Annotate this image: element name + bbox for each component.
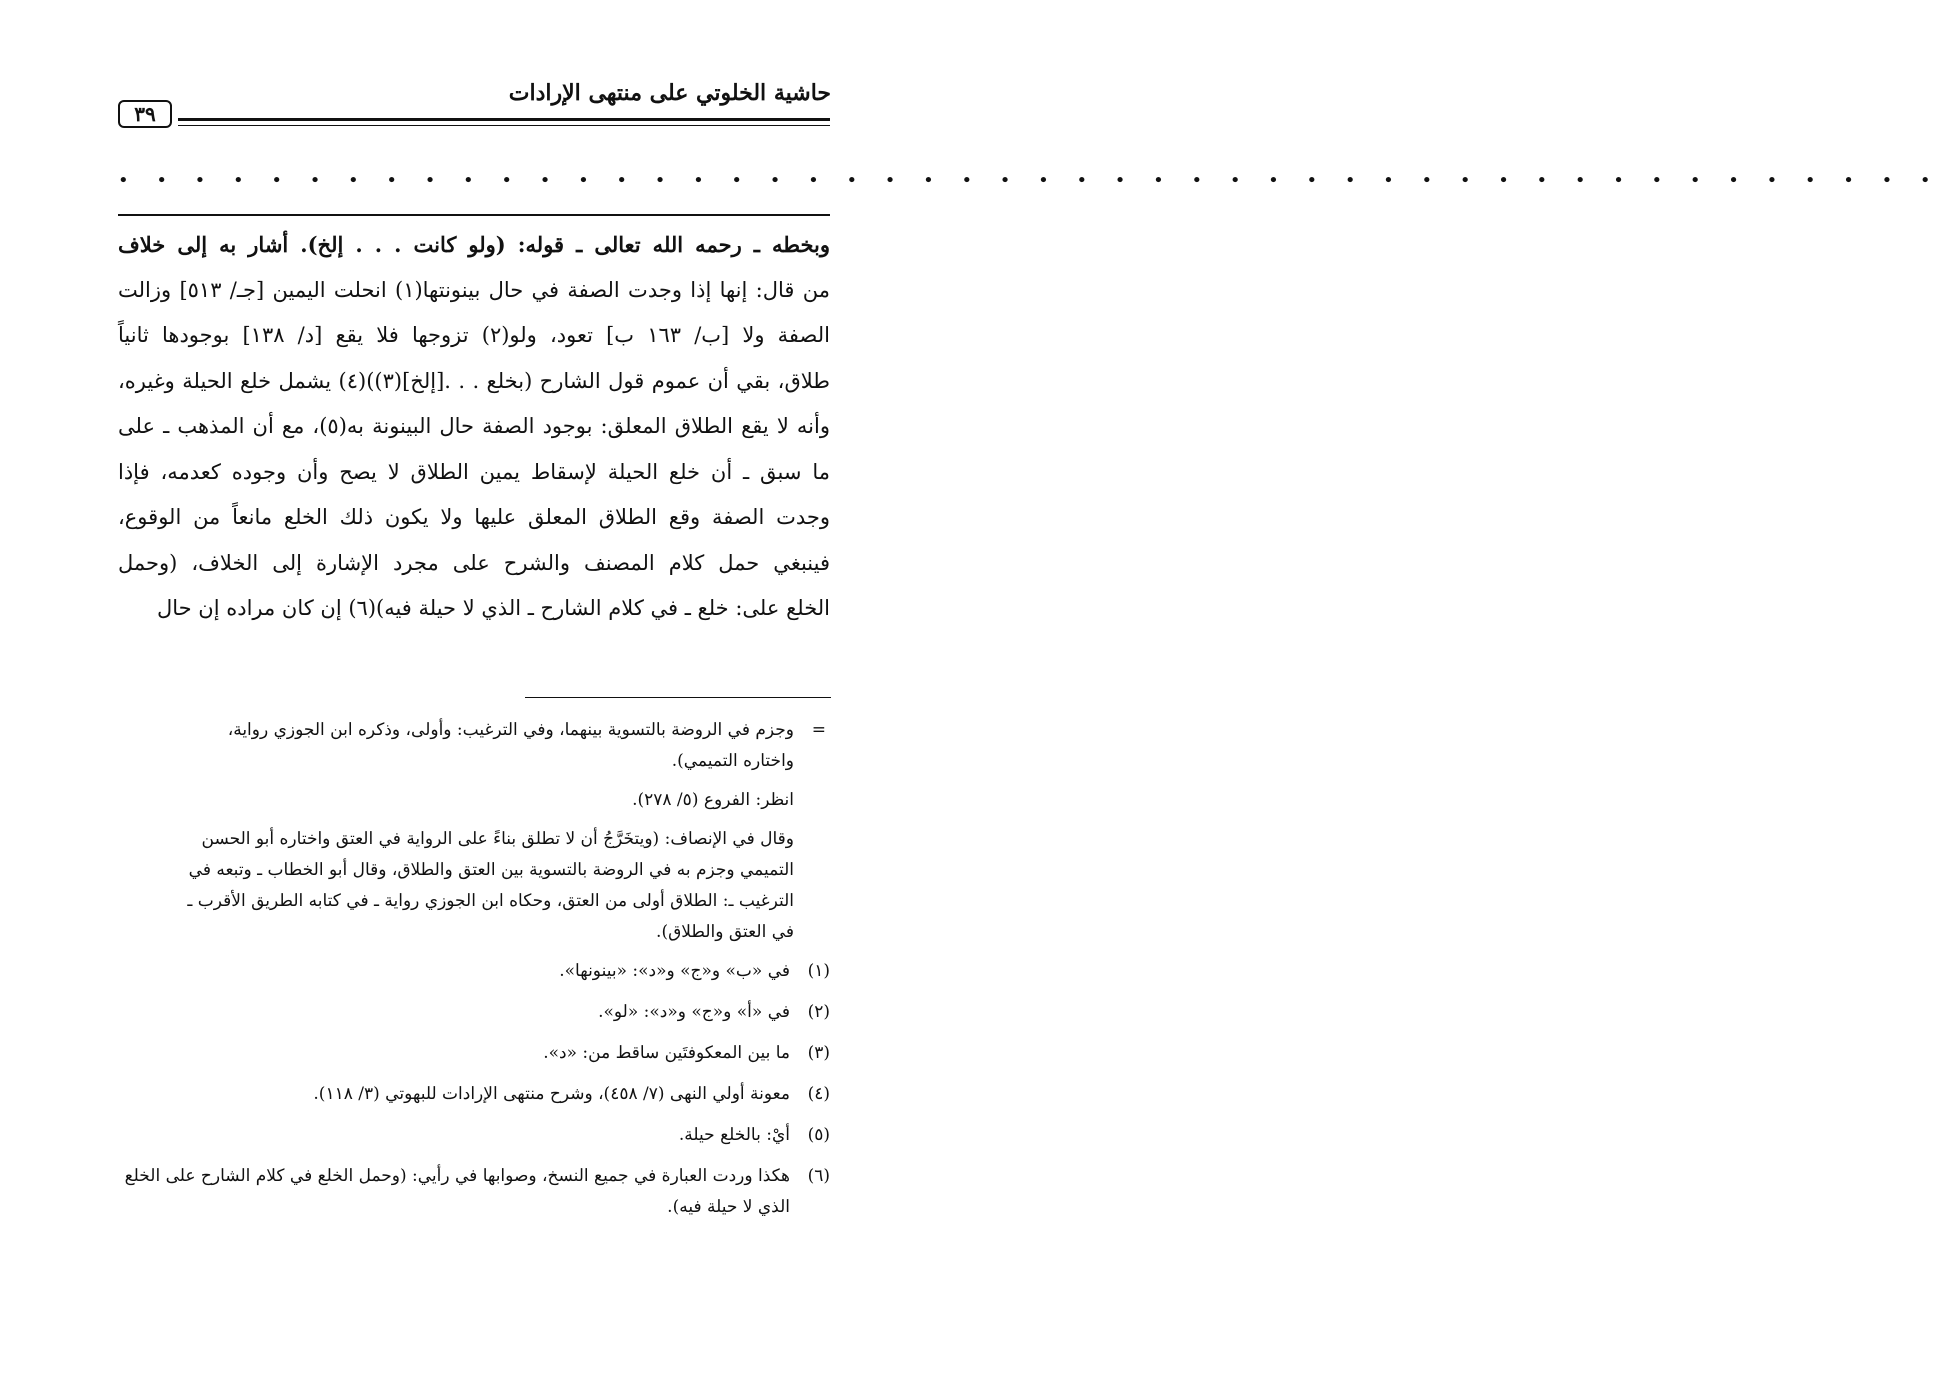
header-rule-thin [178, 125, 830, 126]
continuation-mark: = [811, 720, 826, 740]
body-line: طلاق، بقي أن عموم قول الشارح (بخلع . . .[إلخ](٣))(٤) يشمل خلع الحيلة وغيره، [118, 368, 831, 393]
footnote-number: (٥) [807, 1125, 830, 1145]
footnote-text: معونة أولي النهى (٧/ ٤٥٨)، وشرح منتهى الإرادات للبهوتي (٣/ ١١٨). [313, 1084, 790, 1104]
footnote-text: هكذا وردت العبارة في جميع النسخ، وصوابها في رأيي: (وحمل الخلع في كلام الشارح على الخلع الذي لا حيلة فيه). [124, 1166, 790, 1217]
footnote-item [118, 997, 830, 1028]
footnote-number: (٤) [807, 1084, 830, 1104]
header-rule-thick [178, 118, 830, 121]
body-line: الخلع على: خلع ـ في كلام الشارح ـ الذي لا حيلة فيه)(٦) إن كان مراده إن حال [156, 596, 830, 620]
footnote-line: التميمي وجزم به في الروضة بالتسوية بين العتق والطلاق، وقال أبو الخطاب ـ وتبعه في [188, 860, 794, 880]
footnote-line: في العتق والطلاق). [656, 922, 794, 942]
footnote-item [118, 1038, 830, 1069]
body-line: ما سبق ـ أن خلع الحيلة لإسقاط يمين الطلاق لا يصح وأن وجوده كعدمه، فإذا [118, 459, 830, 484]
body-line: وجدت الصفة وقع الطلاق المعلق عليها ولا يكون ذلك الخلع مانعاً من الوقوع، [118, 505, 830, 529]
footnote-continuation [118, 715, 830, 777]
footnote-line: انظر: الفروع (٥/ ٢٧٨). [632, 790, 794, 810]
footnote-separator-rule [525, 697, 831, 698]
body-line: الصفة ولا [ب/ ١٦٣ ب] تعود، ولو(٢) تزوجها فلا يقع [د/ ١٣٨] بوجودها ثانياً [118, 323, 830, 347]
footnote-line: الترغيب ـ: الطلاق أولى من العتق، وحكاه ابن الجوزي رواية ـ في كتابه الطريق الأقرب ـ [187, 891, 794, 911]
body-line: وأنه لا يقع الطلاق المعلق: بوجود الصفة حال البينونة به(٥)، مع أن المذهب ـ على [118, 414, 831, 438]
main-text-block [118, 222, 830, 632]
footnote-line: وقال في الإنصاف: (ويتخَرَّجُ أن لا تطلق بناءً على الرواية في العتق واختاره أبو الحسن [201, 829, 794, 849]
footnote-number: (١) [807, 961, 830, 981]
footnote-line: واختاره التميمي). [671, 751, 794, 771]
footnote-line: وجزم في الروضة بالتسوية بينهما، وفي الترغيب: وأولى، وذكره ابن الجوزي رواية، [227, 720, 794, 740]
dotted-separator: • • • • • • • • • • • • • • • • • • • • • • • • • • • • • • • • • • • • • • • • • • • • • • • • [118, 170, 1942, 191]
footnote-number: (٢) [807, 1002, 830, 1022]
footnote-item [118, 1161, 830, 1223]
body-line: فينبغي حمل كلام المصنف والشرح على مجرد الإشارة إلى الخلاف، (وحمل [118, 550, 830, 575]
footnote-text: في «ب» و«ج» و«د»: «بينونها». [559, 961, 790, 981]
footnote-reference [118, 785, 830, 816]
footnote-text: أيْ: بالخلع حيلة. [678, 1125, 790, 1145]
footnotes-block [118, 715, 830, 1233]
page-number-box: ٣٩ [118, 100, 172, 128]
body-top-rule [118, 214, 830, 216]
body-line: من قال: إنها إذا وجدت الصفة في حال بينونتها(١) انحلت اليمين [جـ/ ٥١٣] وزالت [118, 277, 830, 302]
running-title: حاشية الخلوتي على منتهى الإرادات [508, 80, 831, 106]
footnote-number: (٣) [807, 1043, 830, 1063]
footnote-text: في «أ» و«ج» و«د»: «لو». [598, 1002, 790, 1022]
footnote-item [118, 1120, 830, 1151]
footnote-item [118, 1079, 830, 1110]
footnote-insaf-quote [118, 824, 830, 948]
footnote-item [118, 956, 830, 987]
body-line: وبخطه ـ رحمه الله تعالى ـ قوله: (ولو كانت . . . إلخ). أشار به إلى خلاف [118, 232, 830, 257]
footnote-number: (٦) [807, 1166, 830, 1186]
footnote-text: ما بين المعكوفتَين ساقط من: «د». [543, 1043, 790, 1063]
